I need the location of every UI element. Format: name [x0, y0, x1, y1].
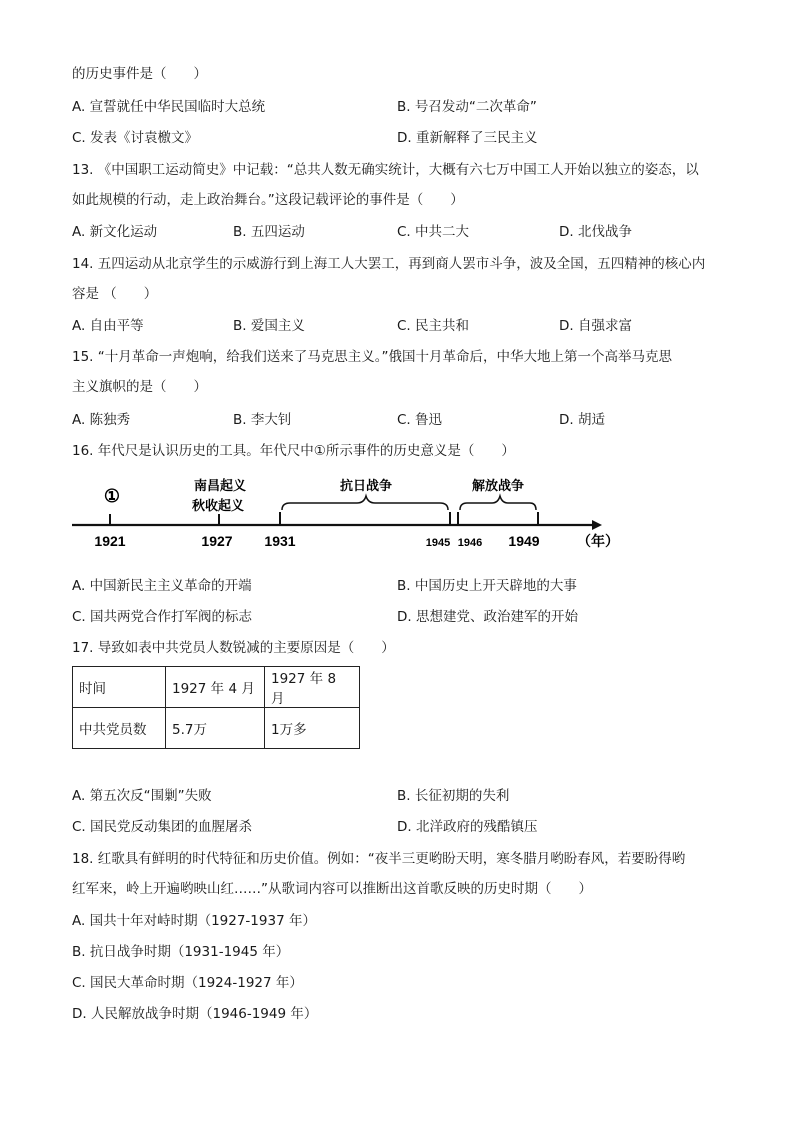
q12-option-d: D. 重新解释了三民主义 — [397, 130, 538, 146]
timeline-marker: ① — [103, 486, 121, 506]
q15-option-d: D. 胡适 — [559, 412, 605, 428]
q15-stem-line2: 主义旗帜的是（ ） — [72, 379, 207, 395]
q12-stem: 的历史事件是（ ） — [72, 66, 207, 82]
table-cell: 中共党员数 — [73, 708, 166, 749]
liberation-bracket — [460, 496, 536, 510]
q17-stem: 17. 导致如表中共党员人数锐减的主要原因是（ ） — [72, 640, 395, 656]
q16-stem: 16. 年代尺是认识历史的工具。年代尺中①所示事件的历史意义是（ ） — [72, 443, 515, 459]
timeline-label-war: 抗日战争 — [339, 478, 393, 493]
q16-option-d: D. 思想建党、政治建军的开始 — [397, 609, 578, 625]
table-header-row — [73, 667, 360, 708]
table-cell: 1万多 — [265, 708, 360, 749]
q13-option-a: A. 新文化运动 — [72, 224, 158, 240]
timeline-label-liberation: 解放战争 — [471, 478, 525, 493]
q18-stem-line1: 18. 红歌具有鲜明的时代特征和历史价值。例如：“夜半三更哟盼天明，寒冬腊月哟盼春风，若要盼得哟 — [72, 851, 686, 867]
table-cell: 5.7万 — [166, 708, 265, 749]
q14-stem-line2: 容是 （ ） — [72, 286, 158, 302]
q12-option-c: C. 发表《讨袁檄文》 — [72, 130, 199, 146]
timeline-year-1931: 1931 — [264, 533, 296, 549]
table-cell: 时间 — [73, 667, 166, 708]
q12-option-b: B. 号召发动“二次革命” — [397, 99, 537, 115]
table-cell: 1927 年 4 月 — [166, 667, 265, 708]
q17-option-a: A. 第五次反“围剿”失败 — [72, 788, 212, 804]
timeline-year-1946: 1946 — [457, 537, 483, 549]
q15-option-a: A. 陈独秀 — [72, 412, 131, 428]
q15-option-c: C. 鲁迅 — [397, 412, 443, 428]
timeline-year-1927: 1927 — [201, 533, 233, 549]
q18-option-c: C. 国民大革命时期（1924-1927 年） — [72, 975, 303, 991]
q16-option-a: A. 中国新民主主义革命的开端 — [72, 578, 252, 594]
q18-stem-line2: 红军来，岭上开遍哟映山红……”从歌词内容可以推断出这首歌反映的历史时期（ ） — [72, 881, 592, 897]
q14-option-d: D. 自强求富 — [559, 318, 632, 334]
q15-stem-line1: 15. “十月革命一声炮响，给我们送来了马克思主义。”俄国十月革命后，中华大地上第一个高举马克思 — [72, 349, 672, 365]
q12-option-a: A. 宣誓就任中华民国临时大总统 — [72, 99, 266, 115]
q13-stem-line2: 如此规模的行动，走上政治舞台。”这段记载评论的事件是（ ） — [72, 192, 464, 208]
q13-stem-line1: 13. 《中国职工运动简史》中记载：“总共人数无确实统计，大概有六七万中国工人开始以独立的姿态，以 — [72, 162, 699, 178]
q17-option-c: C. 国民党反动集团的血腥屠杀 — [72, 819, 253, 835]
q15-option-b: B. 李大钊 — [233, 412, 292, 428]
party-member-table — [72, 666, 360, 749]
timeline-year-1949: 1949 — [508, 533, 540, 549]
q14-stem-line1: 14. 五四运动从北京学生的示威游行到上海工人大罢工，再到商人罢市斗争，波及全国，五四精神的核心内 — [72, 256, 706, 272]
q16-option-b: B. 中国历史上开天辟地的大事 — [397, 578, 577, 594]
war-bracket — [282, 496, 448, 510]
timeline-label-nanchang: 南昌起义 — [193, 478, 247, 493]
q14-option-a: A. 自由平等 — [72, 318, 144, 334]
timeline-unit: （年） — [577, 533, 619, 549]
q17-option-b: B. 长征初期的失利 — [397, 788, 510, 804]
q18-option-d: D. 人民解放战争时期（1946-1949 年） — [72, 1006, 318, 1022]
timeline-arrowhead — [592, 520, 602, 530]
q14-option-b: B. 爱国主义 — [233, 318, 305, 334]
timeline-label-qiushou: 秋收起义 — [191, 498, 245, 513]
table-cell: 1927 年 8 月 — [265, 667, 360, 708]
q13-option-d: D. 北伐战争 — [559, 224, 632, 240]
timeline-year-1921: 1921 — [94, 533, 126, 549]
table-row — [73, 708, 360, 749]
q17-option-d: D. 北洋政府的残酷镇压 — [397, 819, 538, 835]
q18-option-a: A. 国共十年对峙时期（1927-1937 年） — [72, 913, 316, 929]
timeline-diagram — [72, 466, 632, 566]
q18-option-b: B. 抗日战争时期（1931-1945 年） — [72, 944, 290, 960]
q16-option-c: C. 国共两党合作打军阀的标志 — [72, 609, 253, 625]
q14-option-c: C. 民主共和 — [397, 318, 470, 334]
q13-option-b: B. 五四运动 — [233, 224, 305, 240]
timeline-year-1945: 1945 — [425, 537, 451, 549]
q13-option-c: C. 中共二大 — [397, 224, 470, 240]
